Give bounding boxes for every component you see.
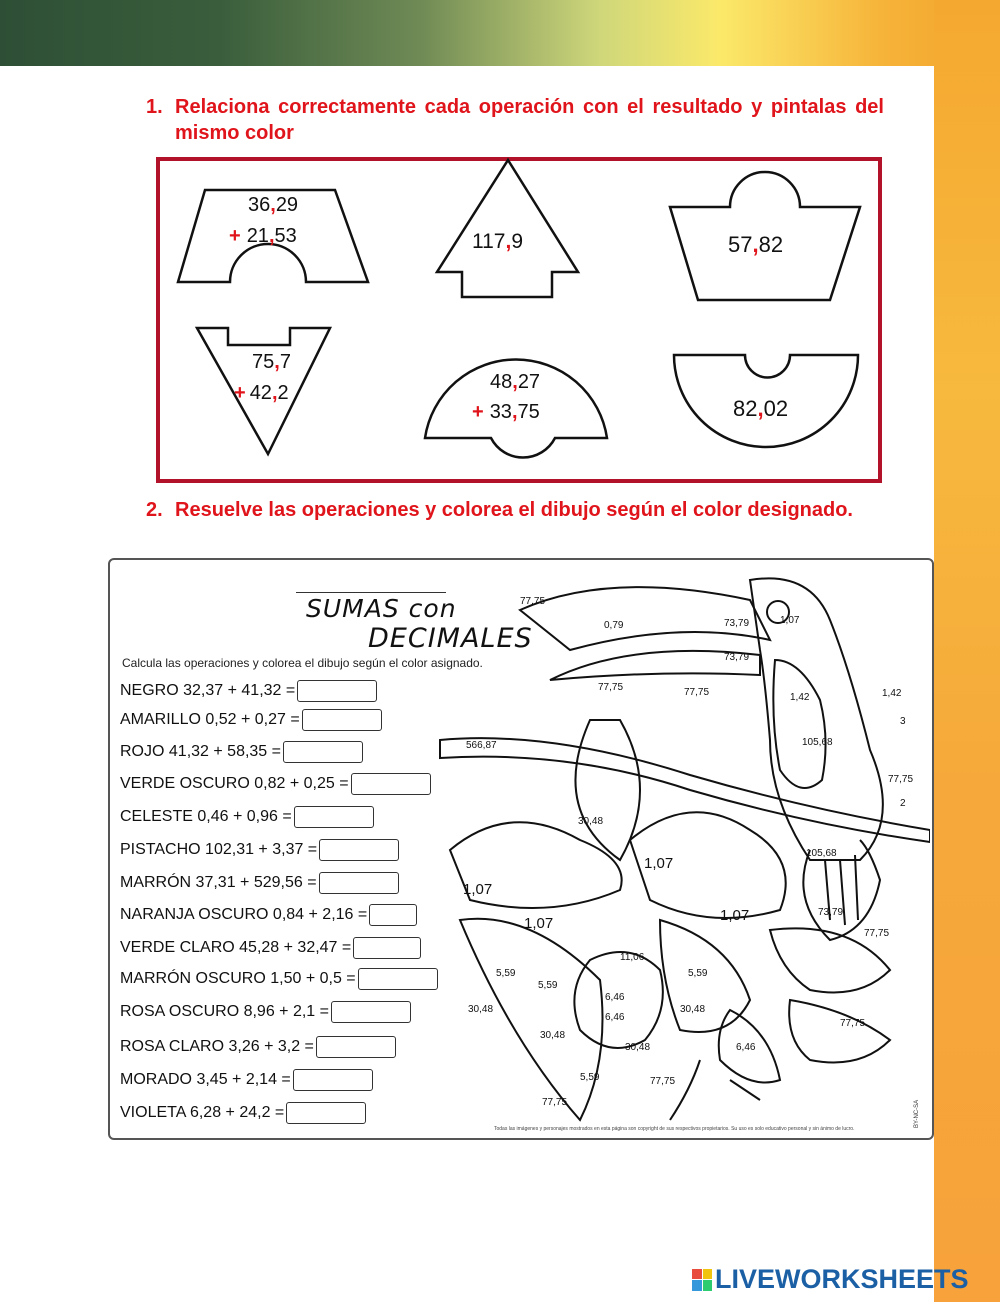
logo-text: LIVEWORKSHEETS	[715, 1264, 969, 1294]
drawing-label: 1,42	[882, 688, 902, 699]
answer-box[interactable]	[316, 1036, 396, 1058]
instruction-text: Relaciona correctamente cada operación con el resultado y pintalas del mismo color	[175, 96, 884, 144]
drawing-label: 105,68	[802, 737, 833, 748]
drawing-label: 73,79	[724, 618, 750, 629]
instruction-2	[146, 497, 884, 523]
drawing-label: 77,75	[840, 1018, 866, 1029]
operation-row	[120, 1069, 373, 1091]
drawing-label: 11,06	[620, 952, 645, 963]
operation-row	[120, 1102, 366, 1124]
answer-box[interactable]	[297, 680, 377, 702]
s5-top-number: 48,27	[490, 371, 541, 393]
operation-label: CELESTE 0,46 + 0,96 =	[120, 808, 292, 825]
answer-box[interactable]	[358, 968, 438, 990]
operation-row	[120, 1036, 396, 1058]
answer-box[interactable]	[369, 904, 417, 926]
operation-row	[120, 872, 399, 894]
operation-row	[120, 806, 374, 828]
drawing-label: 5,59	[538, 980, 558, 991]
drawing-label: 0,79	[604, 620, 624, 631]
operation-row	[120, 709, 382, 731]
drawing-label: 1,07	[780, 615, 800, 626]
liveworksheets-logo	[692, 1264, 969, 1295]
drawing-label: 5,59	[580, 1072, 600, 1083]
shape-arrow-up	[437, 160, 578, 297]
shapes-svg	[0, 0, 1000, 560]
worksheet-title-line1: SUMAS con	[306, 594, 457, 623]
drawing-label: 30,48	[540, 1030, 566, 1041]
answer-box[interactable]	[319, 839, 399, 861]
s4-top-number: 75,7	[252, 351, 291, 373]
drawing-label: 77,75	[650, 1076, 676, 1087]
s2-number: 117,9	[472, 230, 524, 253]
drawing-label: 30,48	[578, 816, 604, 827]
instruction-number: 2.	[146, 499, 163, 521]
drawing-label: 77,75	[598, 682, 624, 693]
drawing-label: 5,59	[688, 968, 708, 979]
drawing-label: 30,48	[625, 1042, 651, 1053]
operation-row	[120, 773, 431, 795]
operation-label: PISTACHO 102,31 + 3,37 =	[120, 841, 318, 858]
drawing-label: 5,59	[496, 968, 516, 979]
answer-box[interactable]	[293, 1069, 373, 1091]
operation-label: VERDE CLARO 45,28 + 32,47 =	[120, 939, 352, 956]
operation-label: ROSA CLARO 3,26 + 3,2 =	[120, 1038, 314, 1055]
drawing-label: 2	[900, 798, 906, 809]
answer-box[interactable]	[331, 1001, 411, 1023]
operation-row	[120, 1001, 411, 1023]
s3-number: 57,82	[728, 232, 784, 257]
drawing-label: 77,75	[684, 687, 710, 698]
drawing-label: 30,48	[468, 1004, 494, 1015]
drawing-label: 73,79	[724, 652, 750, 663]
operation-row	[120, 741, 363, 763]
drawing-label: 1,42	[790, 692, 810, 703]
operation-label: AMARILLO 0,52 + 0,27 =	[120, 711, 300, 728]
operation-label: VIOLETA 6,28 + 24,2 =	[120, 1104, 285, 1121]
worksheet-title-line2: DECIMALES	[368, 623, 533, 654]
operation-label: MARRÓN OSCURO 1,50 + 0,5 =	[120, 970, 356, 987]
worksheet-subtitle: Calcula las operaciones y colorea el dibujo según el color asignado.	[122, 656, 483, 670]
answer-box[interactable]	[351, 773, 431, 795]
operation-label: MARRÓN 37,31 + 529,56 =	[120, 874, 317, 891]
drawing-label: 77,75	[542, 1097, 568, 1108]
operation-row	[120, 680, 377, 702]
answer-box[interactable]	[283, 741, 363, 763]
drawing-label: 77,75	[864, 928, 890, 939]
answer-box[interactable]	[294, 806, 374, 828]
operation-label: ROSA OSCURO 8,96 + 2,1 =	[120, 1003, 329, 1020]
operation-row	[120, 937, 421, 959]
coloring-worksheet	[108, 558, 934, 1140]
drawing-label: 6,46	[605, 1012, 625, 1023]
stem	[670, 1060, 760, 1120]
title-rule	[296, 592, 446, 593]
drawing-label: 73,79	[818, 907, 844, 918]
drawing-label: 1,07	[524, 915, 554, 932]
drawing-label: 30,48	[680, 1004, 706, 1015]
instruction-number: 1.	[146, 96, 163, 118]
drawing-label: 1,07	[720, 907, 750, 924]
operation-label: NARANJA OSCURO 0,84 + 2,16 =	[120, 906, 368, 923]
drawing-label: 77,75	[888, 774, 914, 785]
s4-bottom-number: + 42,2	[234, 382, 289, 404]
answer-box[interactable]	[286, 1102, 366, 1124]
toucan-chest	[773, 660, 825, 788]
drawing-label: 566,87	[466, 740, 497, 751]
s1-bottom-number: + 21,53	[229, 225, 297, 247]
drawing-label: 6,46	[736, 1042, 756, 1053]
s6-number: 82,02	[733, 396, 789, 421]
branch	[440, 738, 930, 842]
leaf-right-2	[789, 1000, 890, 1063]
instruction-text: Resuelve las operaciones y colorea el dibujo según el color designado.	[175, 499, 853, 521]
flower-petal-bottom-left	[460, 919, 603, 1120]
drawing-label: 3	[900, 716, 906, 727]
operation-row	[120, 904, 417, 926]
drawing-label: 1,07	[463, 881, 493, 898]
operation-label: MORADO 3,45 + 2,14 =	[120, 1071, 291, 1088]
answer-box[interactable]	[353, 937, 421, 959]
operation-label: NEGRO 32,37 + 41,32 =	[120, 682, 296, 699]
answer-box[interactable]	[302, 709, 382, 731]
drawing-label: 6,46	[605, 992, 625, 1003]
license-tag: BY-NC-SA	[914, 1099, 920, 1128]
logo-mark-icon	[692, 1269, 712, 1291]
operation-row	[120, 968, 438, 990]
drawing-label: 77,75	[520, 596, 546, 607]
operation-label: ROJO 41,32 + 58,35 =	[120, 743, 281, 760]
s1-top-number: 36,29	[248, 194, 299, 216]
toucan-drawing	[430, 560, 930, 1138]
answer-box[interactable]	[319, 872, 399, 894]
drawing-label: 1,07	[644, 855, 674, 872]
operation-label: VERDE OSCURO 0,82 + 0,25 =	[120, 775, 349, 792]
s5-bottom-number: + 33,75	[472, 401, 540, 423]
operation-row	[120, 839, 399, 861]
copyright-note: Todas las imágenes y personajes mostrados en esta página son copyright de sus respectivos propietarios. Su uso es solo educativo personal y sin ánimo de lucro.	[494, 1126, 855, 1132]
drawing-label: 105,68	[806, 848, 837, 859]
